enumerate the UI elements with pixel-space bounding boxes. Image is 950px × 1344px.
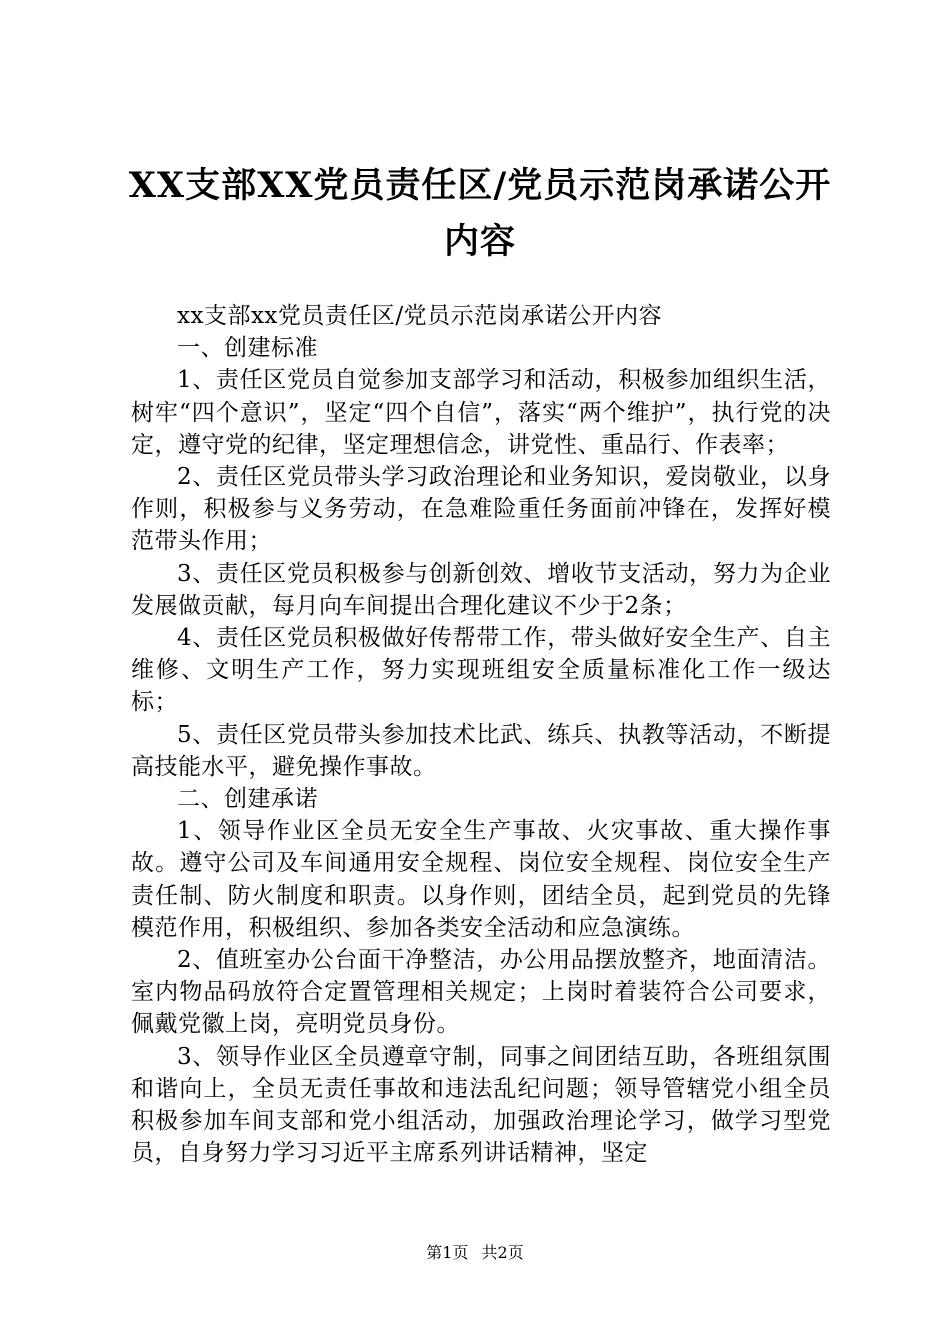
- section-heading-commitments: 二、创建承诺: [177, 786, 318, 813]
- standard-item-2: 2、责任区党员带头学习政治理论和业务知识，爱岗敬业，以身作则，积极参与义务劳动，在急难险重任务面前冲锋在，发挥好模范带头作用；: [131, 464, 831, 555]
- standard-item-3: 3、责任区党员积极参与创新创效、增收节支活动，努力为企业发展做贡献，每月向车间提出合理化建议不少于2条；: [131, 560, 831, 619]
- document-title: XX支部XX党员责任区/党员示范岗承诺公开内容: [128, 165, 832, 262]
- standard-item-5: 5、责任区党员带头参加技术比武、练兵、执教等活动，不断提高技能水平，避免操作事故。: [131, 721, 831, 780]
- page-total: 共2页: [481, 1243, 524, 1262]
- page-footer: [0, 1240, 950, 1263]
- standard-item-4: 4、责任区党员积极做好传帮带工作，带头做好安全生产、自主维修、文明生产工作，努力实现班组安全质量标准化工作一级达标；: [131, 625, 831, 716]
- section-heading-standards: 一、创建标准: [177, 335, 318, 362]
- commitment-item-2: 2、值班室办公台面干净整洁，办公用品摆放整齐，地面清洁。室内物品码放符合定置管理相关规定；上岗时着装符合公司要求，佩戴党徽上岗，亮明党员身份。: [131, 947, 831, 1038]
- commitment-item-3: 3、领导作业区全员遵章守制，同事之间团结互助，各班组氛围和谐向上，全员无责任事故和违法乱纪问题；领导管辖党小组全员积极参加车间支部和党小组活动，加强政治理论学习，做学习型党员，自身努力学习习近平主席系列讲话精神，坚定: [131, 1043, 831, 1167]
- commitment-item-1: 1、领导作业区全员无安全生产事故、火灾事故、重大操作事故。遵守公司及车间通用安全规程、岗位安全规程、岗位安全生产责任制、防火制度和职责。以身作则，团结全员，起到党员的先锋模范作用，积极组织、参加各类安全活动和应急演练。: [131, 818, 831, 941]
- paragraph-heading: xx支部xx党员责任区/党员示范岗承诺公开内容: [177, 303, 663, 329]
- document-body: [131, 300, 831, 1169]
- standard-item-1: 1、责任区党员自觉参加支部学习和活动，积极参加组织生活，树牢“四个意识”，坚定“四个自信”，落实“两个维护”，执行党的决定，遵守党的纪律，坚定理想信念，讲党性、重品行、作表率；: [131, 367, 831, 458]
- page-number: 第1页: [426, 1243, 469, 1262]
